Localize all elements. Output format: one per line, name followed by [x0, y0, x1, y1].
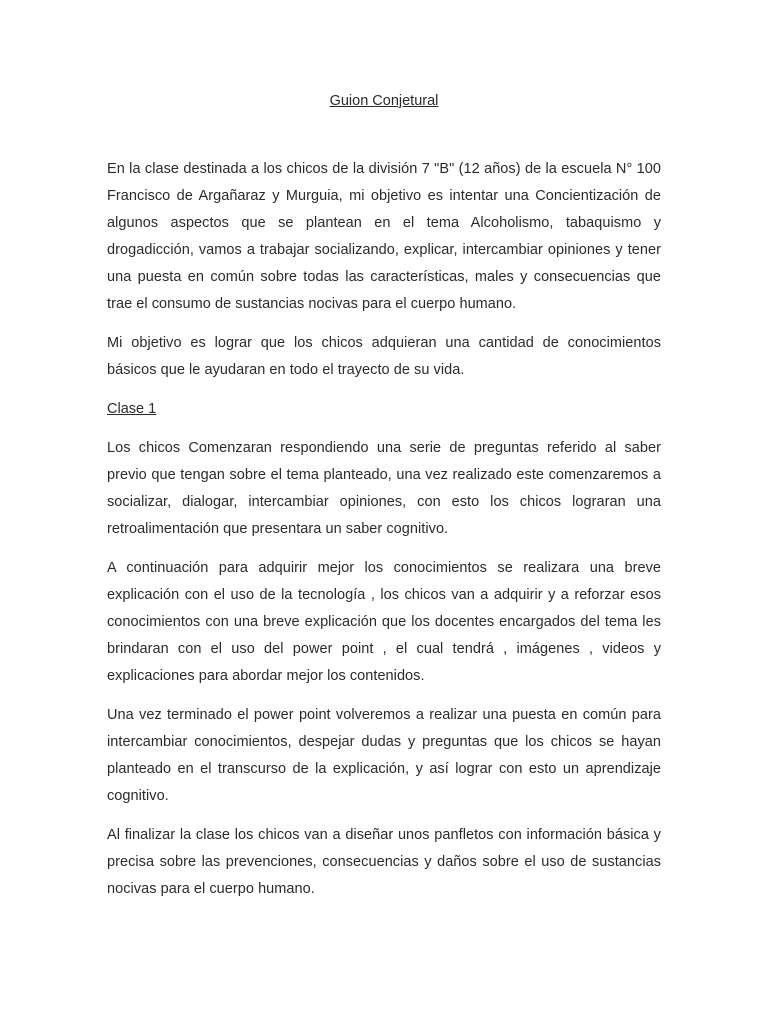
section-paragraph: A continuación para adquirir mejor los conocimientos se realizara una breve explicación con el uso de la tecnología , los chicos van a adquirir y a reforzar esos conocimientos con una breve explicación que los docentes encargados del tema les brindaran con el uso del power point , el cual tendrá , imágenes , videos y explicaciones para abordar mejor los contenidos. — [107, 560, 661, 684]
document-title: Guion Conjetural — [329, 93, 439, 109]
section-paragraph: Una vez terminado el power point volveremos a realizar una puesta en común para intercambiar conocimientos, despejar dudas y preguntas que los chicos se hayan planteado en el transcurso de la explicación, y así lograr con esto un aprendizaje cognitivo. — [107, 707, 661, 804]
section-paragraph: Al finalizar la clase los chicos van a diseñar unos panfletos con información básica y precisa sobre las prevenciones, consecuencias y daños sobre el uso de sustancias nocivas para el cuerpo humano. — [107, 827, 661, 897]
section-heading: Clase 1 — [107, 401, 157, 417]
document-page — [107, 91, 661, 915]
intro-paragraph: En la clase destinada a los chicos de la división 7 "B" (12 años) de la escuela N° 100 Francisco de Argañaraz y Murguia, mi objetivo es intentar una Concientización de algunos aspectos que se plantean en el tema Alcoholismo, tabaquismo y drogadicción, vamos a trabajar socializando, explicar, intercambiar opiniones y tener una puesta en común sobre todas las características, males y consecuencias que trae el consumo de sustancias nocivas para el cuerpo humano. — [107, 161, 661, 312]
objective-paragraph: Mi objetivo es lograr que los chicos adquieran una cantidad de conocimientos básicos que le ayudaran en todo el trayecto de su vida. — [107, 335, 661, 378]
section-paragraph: Los chicos Comenzaran respondiendo una serie de preguntas referido al saber previo que tengan sobre el tema planteado, una vez realizado este comenzaremos a socializar, dialogar, intercambiar opiniones, con esto los chicos lograran una retroalimentación que presentara un saber cognitivo. — [107, 440, 661, 537]
